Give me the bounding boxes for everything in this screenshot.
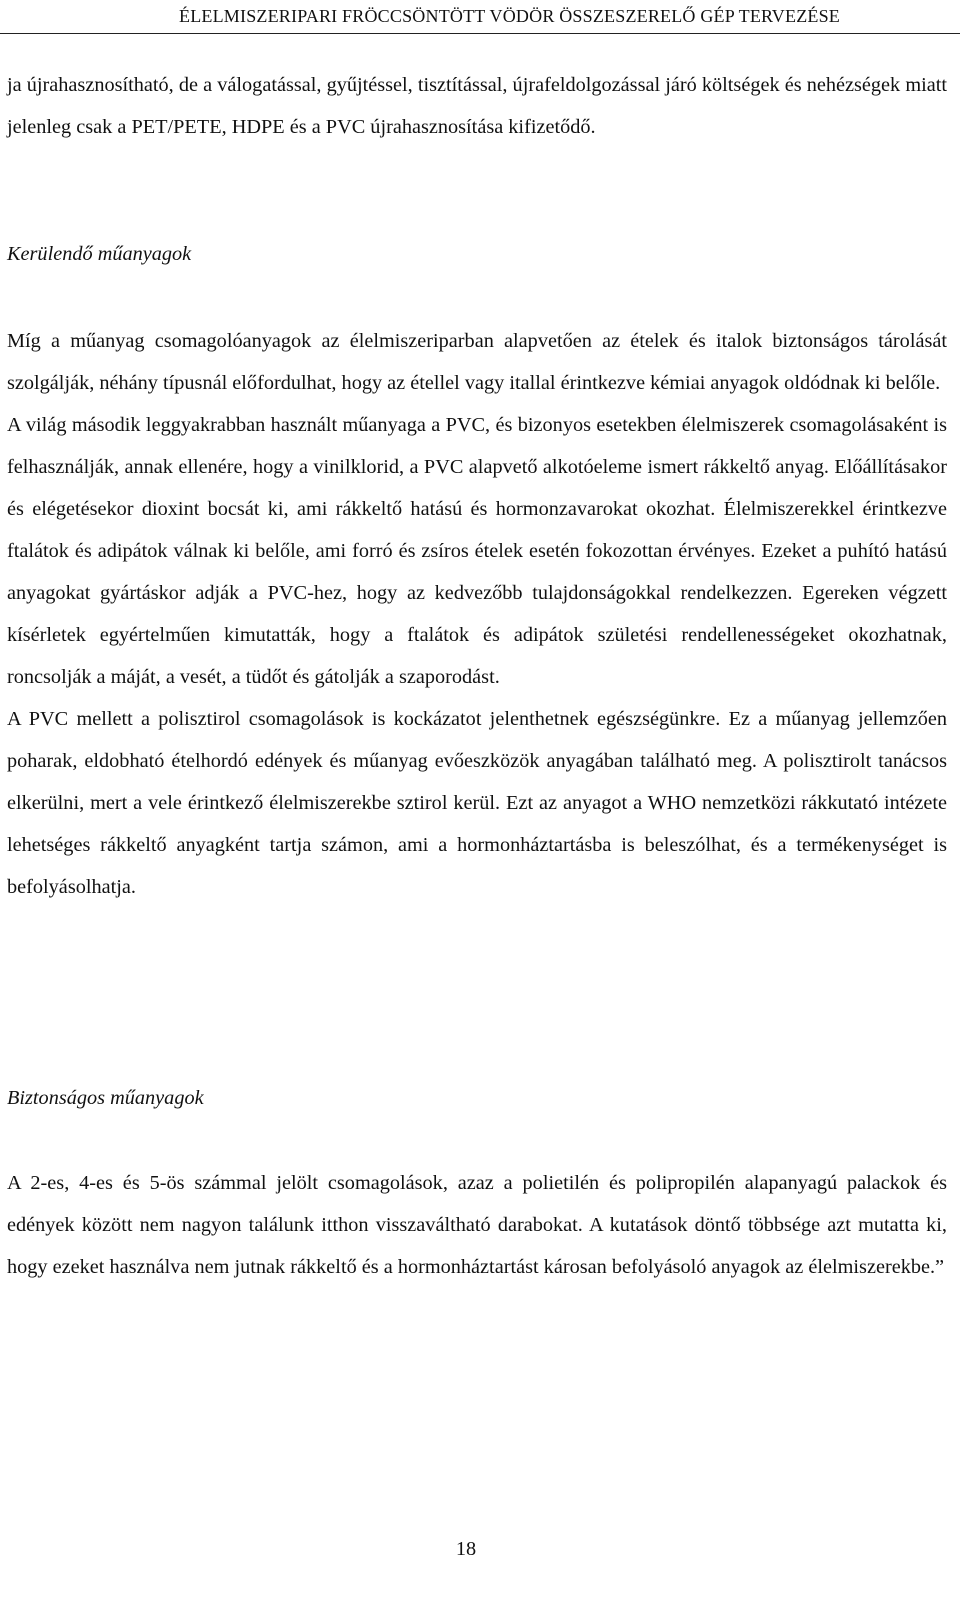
paragraph-text: A PVC mellett a polisztirol csomagolások is kockázatot jelenthetnek egészségünkre. Ez a műanyag jellemzően poharak, eldobható ételhordó edények és műanyag evőeszközök anyagában található meg. A polisztirolt tanácsos elkerülni, mert a vele érintkező élelmiszerekbe sztirol kerül. Ezt az anyagot a WHO nemzetközi rákkutató intézete lehetséges rákkeltő anyagként tartja számon, ami a hormonháztartásba is beleszólhat, és a termékenységet is befolyásolhatja.	[7, 708, 947, 898]
section-heading-avoid-plastics: Kerülendő műanyagok	[7, 243, 192, 265]
section-body-avoid-plastics	[7, 320, 947, 908]
page-number	[0, 1538, 960, 1561]
section-body-safe-plastics	[7, 1162, 947, 1288]
page-header	[0, 0, 960, 34]
paragraph-intro	[7, 64, 947, 148]
section-heading-safe-plastics: Biztonságos műanyagok	[7, 1087, 204, 1109]
paragraph-text: Míg a műanyag csomagolóanyagok az élelmiszeriparban alapvetően az ételek és italok biztonságos tárolását szolgálják, néhány típusnál előfordulhat, hogy az étellel vagy itallal érintkezve kémiai anyagok oldódnak ki belőle.	[7, 330, 947, 394]
document-title: ÉLELMISZERIPARI FRÖCCSÖNTÖTT VÖDÖR ÖSSZESZERELŐ GÉP TERVEZÉSE	[179, 6, 840, 26]
page-number-text: 18	[455, 1538, 477, 1560]
paragraph-text: ja újrahasznosítható, de a válogatással, gyűjtéssel, tisztítással, újrafeldolgozással járó költségek és nehézségek miatt jelenleg csak a PET/PETE, HDPE és a PVC újrahasznosítása kifizetődő.	[7, 74, 947, 138]
paragraph-text: A világ második leggyakrabban használt műanyaga a PVC, és bizonyos esetekben élelmiszerek csomagolásaként is felhasználják, annak ellenére, hogy a vinilklorid, a PVC alapvető alkotóeleme ismert rákkeltő anyag. Előállításakor és elégetésekor dioxint bocsát ki, ami rákkeltő hatású és hormonzavarokat okozhat. Élelmiszerekkel érintkezve ftalátok és adipátok válnak ki belőle, ami forró és zsíros ételek esetén fokozottan érvényes. Ezeket a puhító hatású anyagokat gyártáskor adják a PVC-hez, hogy az kedvezőbb tulajdonságokkal rendelkezzen. Egereken végzett kísérletek egyértelműen kimutatták, hogy a ftalátok és adipátok születési rendellenességeket okozhatnak, roncsolják a máját, a vesét, a tüdőt és gátolják a szaporodást.	[7, 414, 947, 688]
paragraph-text: A 2-es, 4-es és 5-ös számmal jelölt csomagolások, azaz a polietilén és polipropilén alapanyagú palackok és edények között nem nagyon találunk itthon visszaváltható darabokat. A kutatások döntő többsége azt mutatta ki, hogy ezeket használva nem jutnak rákkeltő és a hormonháztartást károsan befolyásoló anyagok az élelmiszerekbe.”	[7, 1172, 947, 1278]
